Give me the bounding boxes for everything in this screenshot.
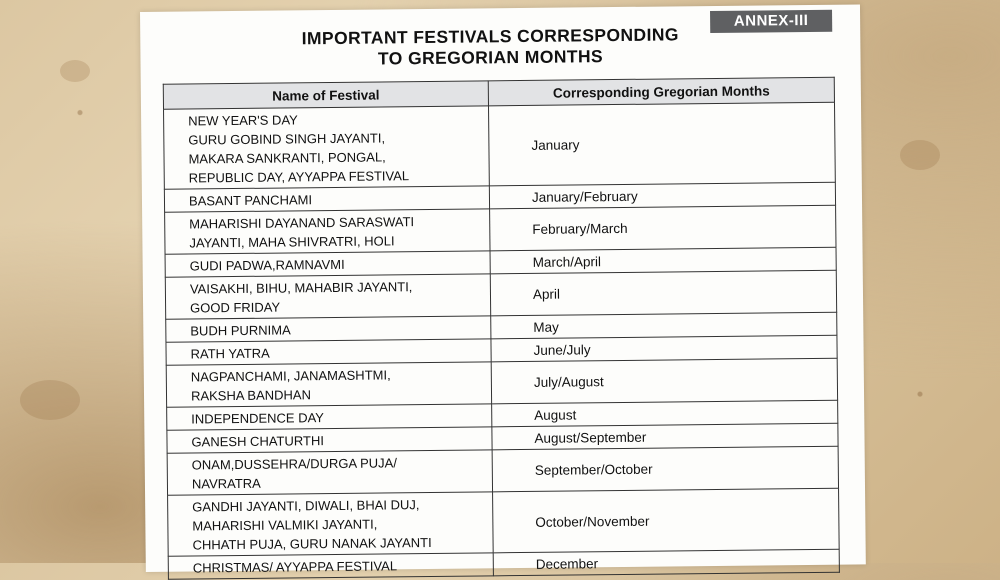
festival-line: BASANT PANCHAMI <box>188 192 313 209</box>
festival-cell <box>167 404 492 430</box>
paper-stain <box>20 380 80 420</box>
festival-table <box>163 77 840 580</box>
festival-line: CHRISTMAS/ AYYAPPA FESTIVAL <box>192 558 398 576</box>
festival-cell <box>165 251 490 277</box>
table-row <box>166 358 837 407</box>
table-row <box>165 270 836 319</box>
document-page <box>140 4 866 576</box>
festival-cell <box>167 450 492 495</box>
month-cell: January <box>489 102 836 186</box>
festival-cell <box>164 186 489 212</box>
festival-cell <box>168 492 494 556</box>
festival-line: RAKSHA BANDHAN <box>190 387 312 404</box>
table-row <box>164 102 836 189</box>
festival-line: NAGPANCHAMI, JANAMASHTMI, <box>190 367 391 385</box>
festival-line: GANDHI JAYANTI, DIWALI, BHAI DUJ, <box>192 497 420 515</box>
month-cell: March/April <box>490 247 836 274</box>
month-cell: August/September <box>492 423 838 450</box>
festival-line: JAYANTI, MAHA SHIVRATRI, HOLI <box>189 233 395 251</box>
document-title <box>160 23 820 72</box>
festival-line: REPUBLIC DAY, AYYAPPA FESTIVAL <box>188 168 410 186</box>
festival-line: RATH YATRA <box>190 345 270 362</box>
festival-cell <box>166 339 491 365</box>
table-row <box>165 205 836 254</box>
festival-line: ONAM,DUSSEHRA/DURGA PUJA/ <box>191 455 397 473</box>
table-body <box>164 102 840 579</box>
annex-badge: ANNEX-III <box>710 10 832 33</box>
month-cell: August <box>492 400 838 427</box>
festival-line: INDEPENDENCE DAY <box>191 410 325 427</box>
month-cell: April <box>490 270 836 316</box>
festival-line: NEW YEAR'S DAY <box>188 112 298 129</box>
table-row <box>168 488 840 556</box>
festival-cell <box>167 427 492 453</box>
table-row <box>167 446 838 495</box>
month-cell: June/July <box>491 335 837 362</box>
festival-line: MAKARA SANKRANTI, PONGAL, <box>188 149 386 167</box>
festival-line: BUDH PURNIMA <box>190 322 291 339</box>
festival-line: MAHARISHI DAYANAND SARASWATI <box>189 214 415 232</box>
festival-cell <box>168 553 493 579</box>
festival-cell <box>166 362 491 407</box>
festival-line: CHHATH PUJA, GURU NANAK JAYANTI <box>192 534 432 553</box>
festival-cell <box>165 209 490 254</box>
festival-line: GURU GOBIND SINGH JAYANTI, <box>188 130 386 148</box>
title-line-1: IMPORTANT FESTIVALS CORRESPONDING <box>301 24 679 49</box>
title-line-2: TO GREGORIAN MONTHS <box>377 46 604 69</box>
paper-stain <box>60 60 90 82</box>
festival-line: MAHARISHI VALMIKI JAYANTI, <box>192 516 378 534</box>
month-cell: December <box>493 549 839 576</box>
festival-line: GUDI PADWA,RAMNAVMI <box>189 256 345 274</box>
month-cell: February/March <box>490 205 836 251</box>
column-header-festival: Name of Festival <box>163 81 488 109</box>
festival-line: VAISAKHI, BIHU, MAHABIR JAYANTI, <box>189 279 413 297</box>
month-cell: September/October <box>492 446 838 492</box>
month-cell: July/August <box>491 358 837 404</box>
festival-line: NAVRATRA <box>191 475 261 492</box>
festival-cell <box>164 106 490 189</box>
column-header-month: Corresponding Gregorian Months <box>488 77 834 106</box>
month-cell: October/November <box>493 488 840 553</box>
paper-stain <box>900 140 940 170</box>
festival-line: GANESH CHATURTHI <box>191 433 324 450</box>
month-cell: May <box>491 312 837 339</box>
festival-line: GOOD FRIDAY <box>190 299 281 316</box>
festival-cell <box>165 274 490 319</box>
month-cell: January/February <box>489 182 835 209</box>
festival-cell <box>166 316 491 342</box>
